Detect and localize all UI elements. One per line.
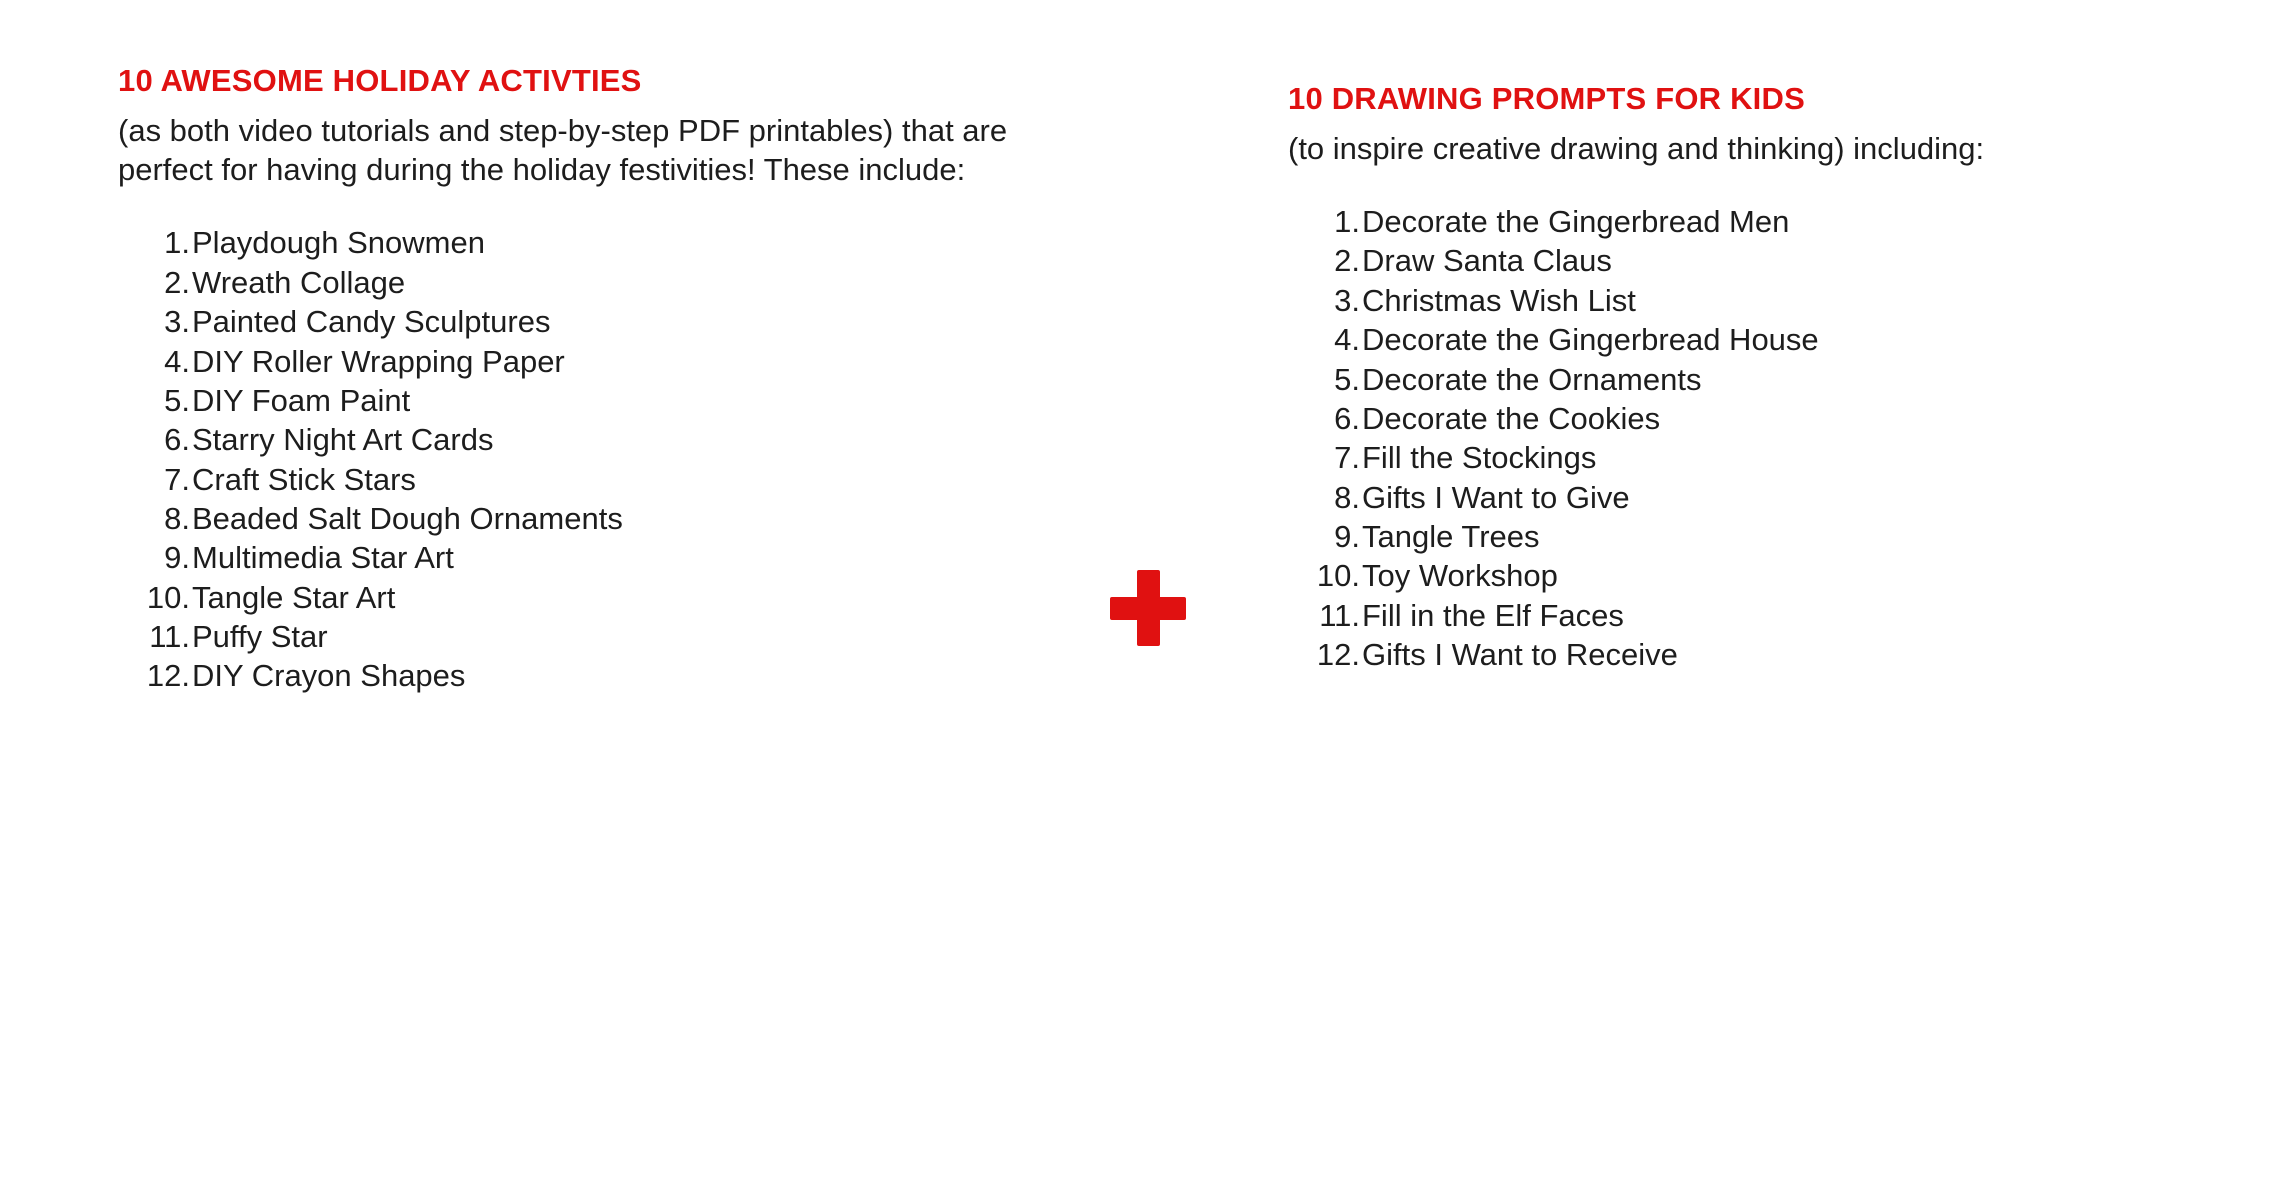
list-item [1288, 478, 2188, 517]
list-item [118, 381, 1018, 420]
list-item [1288, 360, 2188, 399]
list-item-label: Playdough Snowmen [192, 225, 485, 261]
list-item-label: Decorate the Gingerbread Men [1362, 204, 1790, 240]
list-item-number: 2. [1334, 243, 1360, 279]
list-item-label: Puffy Star [192, 619, 328, 655]
list-item-number: 3. [1334, 282, 1360, 318]
list-item-label: DIY Foam Paint [192, 382, 411, 418]
list-item-label: Decorate the Gingerbread House [1362, 322, 1819, 358]
plus-icon [1110, 570, 1186, 646]
list-item-number: 11. [1319, 597, 1360, 633]
list-item-label: DIY Crayon Shapes [192, 658, 466, 694]
list-item [1288, 241, 2188, 280]
list-item-number: 5. [1334, 361, 1360, 397]
list-item-number: 7. [1334, 440, 1360, 476]
list-item [118, 223, 1018, 262]
list-item-number: 4. [1334, 322, 1360, 358]
list-item [118, 656, 1018, 695]
list-item [118, 342, 1018, 381]
list-item-label: Fill the Stockings [1362, 440, 1597, 476]
list-item [1288, 399, 2188, 438]
list-item-label: Decorate the Ornaments [1362, 361, 1702, 397]
list-item-label: Gifts I Want to Give [1362, 479, 1630, 515]
list-item-number: 1. [164, 225, 190, 261]
list-item [118, 578, 1018, 617]
right-column [1288, 80, 2188, 674]
list-item-label: Beaded Salt Dough Ornaments [192, 500, 623, 536]
list-item-number: 8. [164, 500, 190, 536]
list-item-number: 2. [164, 264, 190, 300]
list-item [118, 617, 1018, 656]
list-item-label: Wreath Collage [192, 264, 406, 300]
list-item-label: Fill in the Elf Faces [1362, 597, 1624, 633]
list-item-label: Gifts I Want to Receive [1362, 637, 1678, 673]
list-item-label: Multimedia Star Art [192, 540, 454, 576]
list-item-number: 9. [1334, 518, 1360, 554]
list-item [118, 538, 1018, 577]
list-item-number: 11. [149, 619, 190, 655]
list-item-number: 6. [164, 422, 190, 458]
list-item-number: 10. [1316, 558, 1360, 594]
list-item-label: Toy Workshop [1362, 558, 1558, 594]
list-item-number: 10. [146, 579, 190, 615]
list-item-number: 12. [146, 658, 190, 694]
list-item [1288, 635, 2188, 674]
list-item [1288, 202, 2188, 241]
list-item-number: 3. [164, 304, 190, 340]
right-column-intro: (to inspire creative drawing and thinking) including: [1288, 130, 1985, 166]
plus-icon-vertical-bar [1137, 570, 1160, 646]
list-item [118, 499, 1018, 538]
list-item-number: 4. [164, 343, 190, 379]
list-item-label: Draw Santa Claus [1362, 243, 1612, 279]
list-item-label: Christmas Wish List [1362, 282, 1636, 318]
list-item-number: 8. [1334, 479, 1360, 515]
list-item [1288, 517, 2188, 556]
left-column-list [118, 223, 1018, 695]
list-item-label: Starry Night Art Cards [192, 422, 494, 458]
right-column-title: 10 DRAWING PROMPTS FOR KIDS [1288, 81, 1805, 116]
list-item-number: 6. [1334, 400, 1360, 436]
list-item-number: 1. [1334, 204, 1360, 240]
list-item [118, 263, 1018, 302]
list-item-label: Tangle Star Art [192, 579, 396, 615]
list-item [1288, 596, 2188, 635]
list-item-label: DIY Roller Wrapping Paper [192, 343, 565, 379]
list-item-number: 5. [164, 382, 190, 418]
list-item-label: Tangle Trees [1362, 518, 1540, 554]
list-item-label: Decorate the Cookies [1362, 400, 1661, 436]
list-item [1288, 320, 2188, 359]
list-item [1288, 556, 2188, 595]
list-item [118, 302, 1018, 341]
left-column-title: 10 AWESOME HOLIDAY ACTIVTIES [118, 63, 642, 98]
left-column [118, 62, 1018, 696]
list-item-number: 12. [1316, 637, 1360, 673]
list-item [118, 460, 1018, 499]
list-item-number: 7. [164, 461, 190, 497]
right-column-list [1288, 202, 2188, 674]
list-item [1288, 438, 2188, 477]
list-item [1288, 281, 2188, 320]
list-item-label: Painted Candy Sculptures [192, 304, 551, 340]
left-column-intro: (as both video tutorials and step-by-step PDF printables) that are perfect for having during the holiday festivities! These include: [118, 112, 1008, 188]
list-item-label: Craft Stick Stars [192, 461, 416, 497]
list-item-number: 9. [164, 540, 190, 576]
list-item [118, 420, 1018, 459]
